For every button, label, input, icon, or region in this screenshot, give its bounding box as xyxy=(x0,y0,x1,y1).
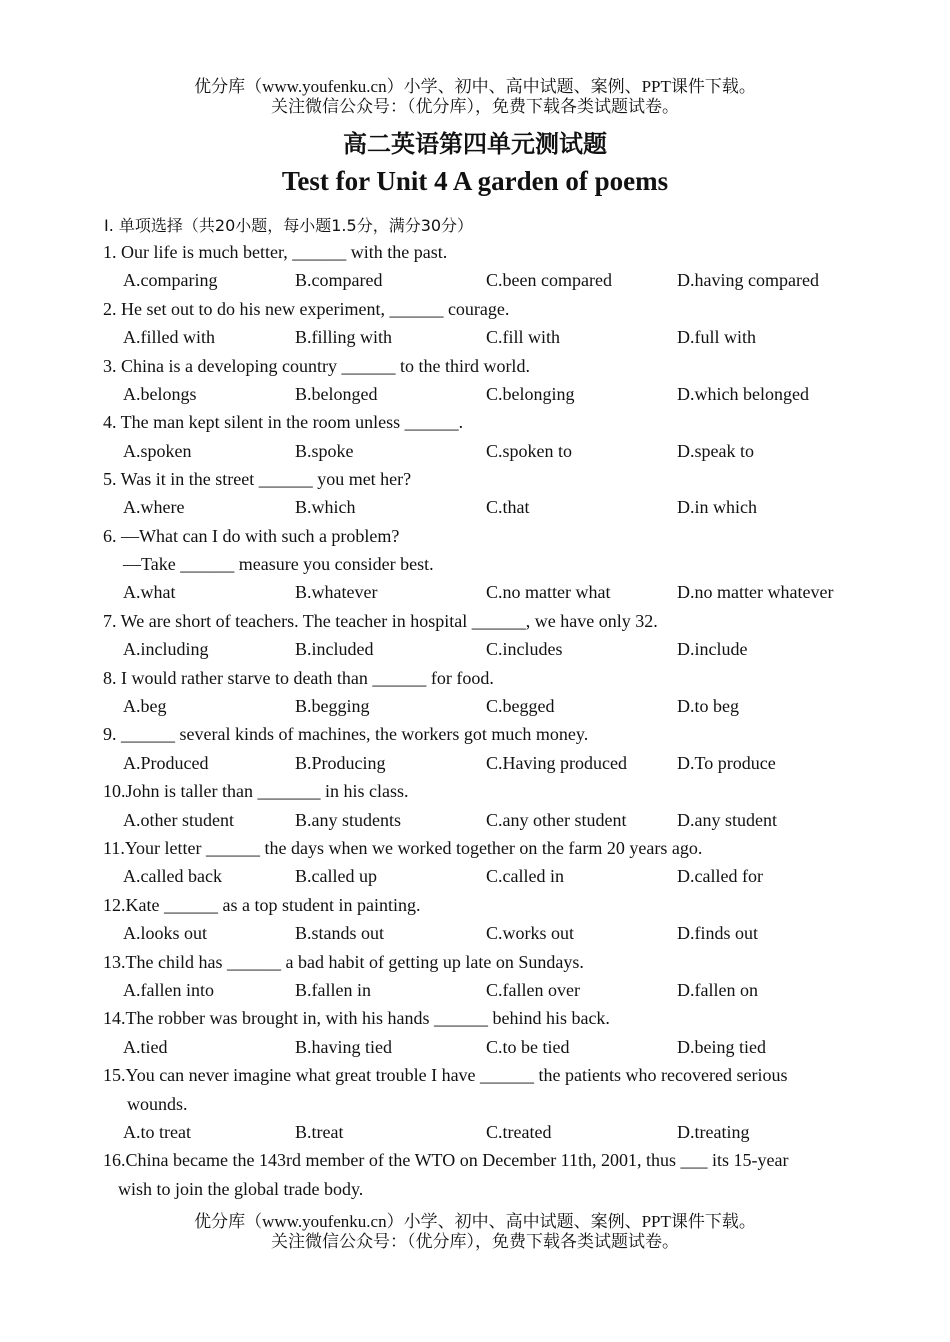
option-c: C.spoken to xyxy=(486,441,573,461)
question-stem: 14.The robber was brought in, with his hands ______ behind his back. xyxy=(103,1008,610,1028)
option-a: A.looks out xyxy=(123,923,208,943)
option-d: D.being tied xyxy=(677,1037,766,1057)
option-b: B.which xyxy=(295,497,356,517)
option-a: A.tied xyxy=(123,1037,168,1057)
option-c: C.to be tied xyxy=(486,1037,570,1057)
question-stem-continued: wounds. xyxy=(127,1094,188,1114)
option-b: B.treat xyxy=(295,1122,344,1142)
page-title-english: Test for Unit 4 A garden of poems xyxy=(281,166,669,196)
question-stem: 12.Kate ______ as a top student in painting. xyxy=(103,895,421,915)
option-d: D.any student xyxy=(677,810,777,830)
option-a: A.to treat xyxy=(123,1122,191,1142)
question-stem: 13.The child has ______ a bad habit of getting up late on Sundays. xyxy=(103,952,584,972)
option-d: D.to beg xyxy=(677,696,739,716)
option-c: C.no matter what xyxy=(486,582,611,602)
option-c: C.belonging xyxy=(486,384,575,404)
question-stem: 9. ______ several kinds of machines, the workers got much money. xyxy=(103,724,589,744)
option-a: A.spoken xyxy=(123,441,192,461)
option-a: A.other student xyxy=(123,810,234,830)
question-stem: 8. I would rather starve to death than ______ for food. xyxy=(103,668,494,688)
option-d: D.no matter whatever xyxy=(677,582,834,602)
option-b: B.having tied xyxy=(295,1037,392,1057)
option-c: C.been compared xyxy=(486,270,612,290)
option-a: A.including xyxy=(123,639,209,659)
option-b: B.called up xyxy=(295,866,377,886)
option-d: D.treating xyxy=(677,1122,750,1142)
question-stem: 11.Your letter ______ the days when we worked together on the farm 20 years ago. xyxy=(103,838,703,858)
option-b: B.stands out xyxy=(295,923,385,943)
option-b: B.begging xyxy=(295,696,370,716)
option-a: A.Produced xyxy=(123,753,209,773)
option-c: C.includes xyxy=(486,639,563,659)
option-c: C.called in xyxy=(486,866,564,886)
option-d: D.speak to xyxy=(677,441,754,461)
option-c: C.begged xyxy=(486,696,555,716)
question-stem: 10.John is taller than _______ in his class. xyxy=(103,781,409,801)
option-d: D.include xyxy=(677,639,748,659)
option-d: D.full with xyxy=(677,327,756,347)
option-d: D.in which xyxy=(677,497,757,517)
option-a: A.fallen into xyxy=(123,980,214,1000)
question-stem: 6. —What can I do with such a problem? xyxy=(103,526,400,546)
option-a: A.what xyxy=(123,582,176,602)
question-stem-continued: wish to join the global trade body. xyxy=(118,1179,364,1199)
option-b: B.fallen in xyxy=(295,980,371,1000)
option-a: A.comparing xyxy=(123,270,218,290)
option-d: D.having compared xyxy=(677,270,819,290)
option-c: C.Having produced xyxy=(486,753,627,773)
option-b: B.compared xyxy=(295,270,383,290)
option-a: A.called back xyxy=(123,866,222,886)
question-stem: 15.You can never imagine what great trouble I have ______ the patients who recovered serious xyxy=(103,1065,788,1085)
option-d: D.To produce xyxy=(677,753,776,773)
option-a: A.where xyxy=(123,497,185,517)
option-a: A.belongs xyxy=(123,384,197,404)
option-c: C.treated xyxy=(486,1122,552,1142)
question-stem: 1. Our life is much better, ______ with the past. xyxy=(103,242,448,262)
option-c: C.fallen over xyxy=(486,980,580,1000)
section-heading: Ⅰ. 单项选择（共20小题，每小题1.5分，满分30分） xyxy=(104,216,474,235)
header-line-1: 优分库（www.youfenku.cn）小学、初中、高中试题、案例、PPT课件下载。 xyxy=(194,77,756,96)
option-a: A.beg xyxy=(123,696,167,716)
option-b: B.Producing xyxy=(295,753,386,773)
option-b: B.included xyxy=(295,639,374,659)
option-b: B.any students xyxy=(295,810,401,830)
question-stem: 2. He set out to do his new experiment, ______ courage. xyxy=(103,299,510,319)
question-stem: 4. The man kept silent in the room unless ______. xyxy=(103,412,464,432)
option-b: B.filling with xyxy=(295,327,393,347)
question-stem: 16.China became the 143rd member of the WTO on December 11th, 2001, thus ___ its 15-year xyxy=(103,1150,789,1170)
option-d: D.fallen on xyxy=(677,980,758,1000)
footer-line-1: 优分库（www.youfenku.cn）小学、初中、高中试题、案例、PPT课件下载。 xyxy=(194,1212,756,1231)
option-b: B.belonged xyxy=(295,384,378,404)
option-b: B.spoke xyxy=(295,441,354,461)
question-stem: 3. China is a developing country ______ to the third world. xyxy=(103,356,530,376)
option-a: A.filled with xyxy=(123,327,215,347)
question-stem-continued: —Take ______ measure you consider best. xyxy=(123,554,434,574)
page-title-chinese: 高二英语第四单元测试题 xyxy=(343,130,607,158)
footer-line-2: 关注微信公众号：（优分库），免费下载各类试题试卷。 xyxy=(271,1232,679,1251)
option-d: D.called for xyxy=(677,866,763,886)
option-d: D.finds out xyxy=(677,923,758,943)
option-c: C.fill with xyxy=(486,327,561,347)
option-c: C.any other student xyxy=(486,810,627,830)
option-c: C.works out xyxy=(486,923,575,943)
question-stem: 7. We are short of teachers. The teacher in hospital ______, we have only 32. xyxy=(103,611,658,631)
question-stem: 5. Was it in the street ______ you met her? xyxy=(103,469,412,489)
option-d: D.which belonged xyxy=(677,384,809,404)
header-line-2: 关注微信公众号：（优分库），免费下载各类试题试卷。 xyxy=(271,97,679,116)
option-b: B.whatever xyxy=(295,582,378,602)
option-c: C.that xyxy=(486,497,530,517)
